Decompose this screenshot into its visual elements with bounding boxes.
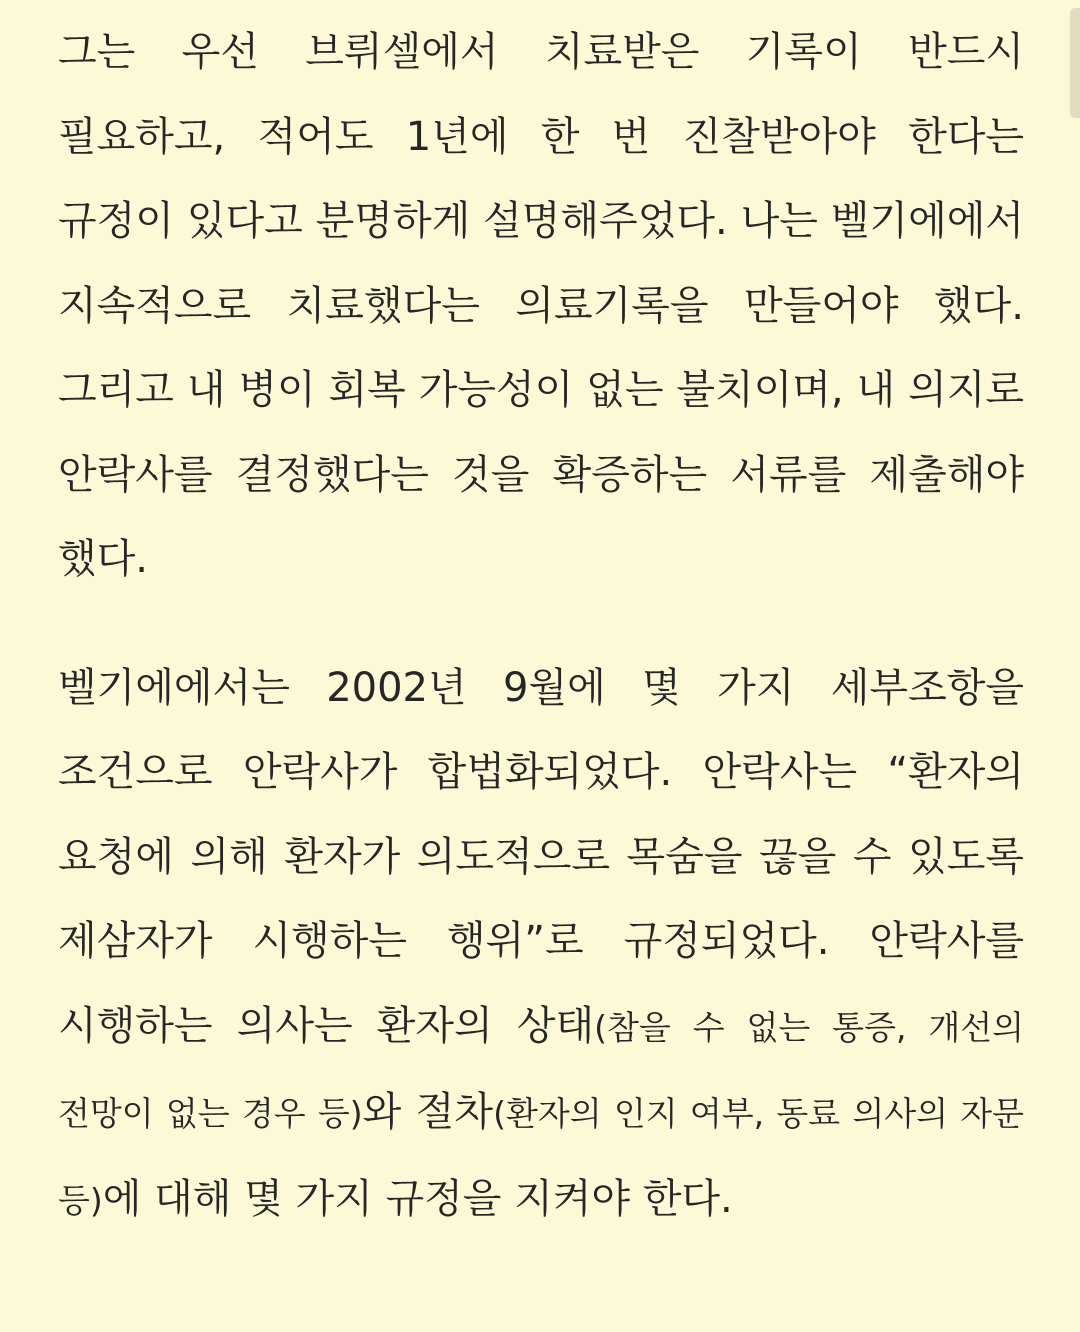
paragraph-2 xyxy=(58,646,1024,1244)
parenthetical-note-1: (참을 수 없는 통증, 개선의 전망이 없는 경우 등) xyxy=(58,1007,1024,1133)
paragraph-2-text-2: 와 절차 xyxy=(362,1089,494,1135)
document-body xyxy=(58,10,1024,1243)
paragraph-2-text-3: 에 대해 몇 가지 규정을 지켜야 한다. xyxy=(102,1175,733,1222)
parenthetical-note-2: (환자의 인지 여부, 동료 의사의 자문 등) xyxy=(58,1094,1025,1220)
paragraph-1: 그는 우선 브뤼셀에서 치료받은 기록이 반드시 필요하고, 적어도 1년에 한 번 진찰받아야 한다는 규정이 있다고 분명하게 설명해주었다. 나는 벨기에에서 지속적으로 치료했다는 의료기록을 만들어야 했다. 그리고 내 병이 회복 가능성이 없는 불치이며, 내 의지로 안락사를 결정했다는 것을 확증하는 서류를 제출해야 했다. xyxy=(58,29,1024,582)
scroll-indicator[interactable] xyxy=(1070,8,1080,118)
paragraph-2-text-1: 벨기에에서는 2002년 9월에 몇 가지 세부조항을 조건으로 안락사가 합법화되었다. 안락사는 “환자의 요청에 의해 환자가 의도적으로 목숨을 끊을 수 있도록 제삼자가 시행하는 행위”로 규정되었다. 안락사를 시행하는 의사는 환자의 상태 xyxy=(58,664,1024,1049)
